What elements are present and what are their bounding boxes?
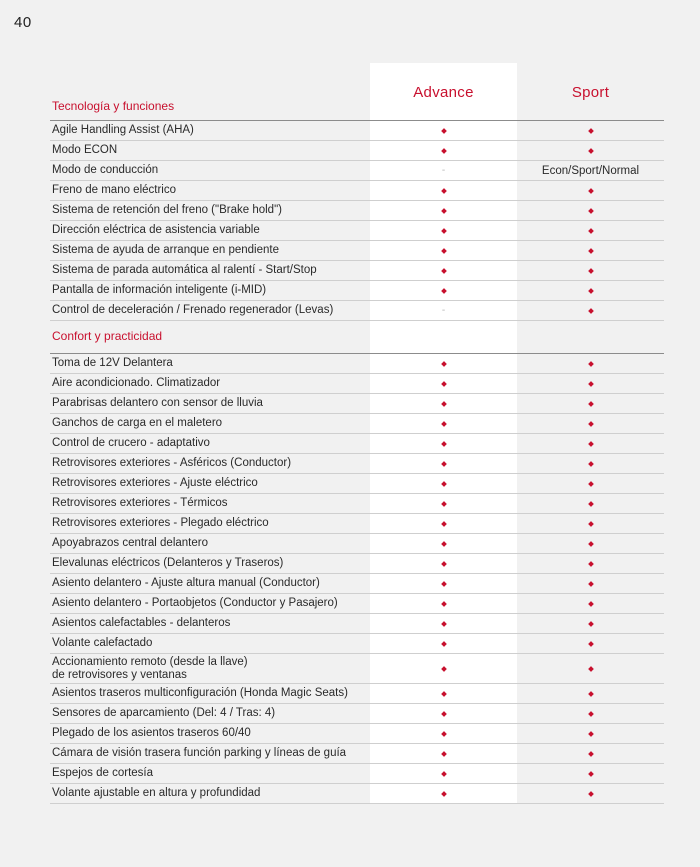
- diamond-bullet-icon: [588, 461, 594, 467]
- table-row: [50, 554, 664, 574]
- feature-label-line: Retrovisores exteriores - Ajuste eléctrico: [52, 477, 258, 489]
- diamond-bullet-icon: [588, 581, 594, 587]
- sport-available-cell: [517, 784, 664, 803]
- diamond-bullet-icon: [588, 288, 594, 294]
- advance-available-cell: [370, 534, 517, 553]
- sport-available-cell: [517, 534, 664, 553]
- diamond-bullet-icon: [441, 561, 447, 567]
- feature-label: [50, 164, 372, 177]
- feature-label: [50, 727, 372, 740]
- table-row: [50, 684, 664, 704]
- diamond-bullet-icon: [588, 381, 594, 387]
- diamond-bullet-icon: [441, 248, 447, 254]
- table-row: [50, 724, 664, 744]
- dash-mark: -: [441, 305, 446, 316]
- sport-available-cell: [517, 764, 664, 783]
- feature-label: [50, 397, 372, 410]
- feature-label-line: Modo ECON: [52, 144, 118, 156]
- diamond-bullet-icon: [441, 401, 447, 407]
- diamond-bullet-icon: [441, 361, 447, 367]
- feature-label-line: Sistema de retención del freno ("Brake hold"): [52, 204, 282, 216]
- feature-label-line: Volante ajustable en altura y profundidad: [52, 787, 261, 799]
- diamond-bullet-icon: [588, 128, 594, 134]
- feature-label-line: Retrovisores exteriores - Térmicos: [52, 497, 228, 509]
- table-row: [50, 704, 664, 724]
- feature-label: [50, 457, 372, 470]
- feature-label-line: Sistema de ayuda de arranque en pendiente: [52, 244, 279, 256]
- feature-label-line: de retrovisores y ventanas: [52, 668, 187, 681]
- advance-available-cell: [370, 634, 517, 653]
- sport-available-cell: [517, 724, 664, 743]
- feature-label-line: Accionamiento remoto (desde la llave): [52, 655, 248, 668]
- diamond-bullet-icon: [588, 401, 594, 407]
- advance-available-cell: [370, 374, 517, 393]
- table-row: [50, 161, 664, 181]
- table-row: [50, 434, 664, 454]
- feature-label-line: Plegado de los asientos traseros 60/40: [52, 727, 251, 739]
- advance-available-cell: [370, 554, 517, 573]
- feature-label-line: Sensores de aparcamiento (Del: 4 / Tras: 4): [52, 707, 276, 719]
- feature-label-line: Modo de conducción: [52, 164, 159, 176]
- diamond-bullet-icon: [588, 541, 594, 547]
- table-row: [50, 534, 664, 554]
- sport-available-cell: [517, 684, 664, 703]
- sport-available-cell: [517, 744, 664, 763]
- table-row: [50, 474, 664, 494]
- diamond-bullet-icon: [441, 208, 447, 214]
- diamond-bullet-icon: [588, 248, 594, 254]
- sport-available-cell: [517, 574, 664, 593]
- diamond-bullet-icon: [441, 581, 447, 587]
- feature-label-line: Asiento delantero - Ajuste altura manual (Conductor): [52, 577, 320, 589]
- table-row: [50, 354, 664, 374]
- table-row: [50, 221, 664, 241]
- feature-label-line: Asientos traseros multiconfiguración (Honda Magic Seats): [52, 687, 348, 699]
- table-row: [50, 394, 664, 414]
- feature-label: [50, 224, 372, 237]
- table-row: [50, 301, 664, 321]
- feature-label: [50, 204, 372, 217]
- diamond-bullet-icon: [588, 731, 594, 737]
- feature-label-line: Retrovisores exteriores - Asféricos (Conductor): [52, 457, 292, 469]
- sport-available-cell: [517, 181, 664, 200]
- diamond-bullet-icon: [441, 188, 447, 194]
- feature-label: [50, 537, 372, 550]
- feature-label: [50, 304, 372, 317]
- feature-label-line: Control de deceleración / Frenado regenerador (Levas): [52, 304, 334, 316]
- advance-available-cell: [370, 414, 517, 433]
- feature-label-line: Toma de 12V Delantera: [52, 357, 173, 369]
- advance-available-cell: [370, 434, 517, 453]
- diamond-bullet-icon: [441, 711, 447, 717]
- diamond-bullet-icon: [588, 791, 594, 797]
- advance-available-cell: [370, 454, 517, 473]
- advance-available-cell: [370, 201, 517, 220]
- sport-available-cell: [517, 394, 664, 413]
- advance-available-cell: [370, 181, 517, 200]
- diamond-bullet-icon: [441, 601, 447, 607]
- diamond-bullet-icon: [588, 481, 594, 487]
- feature-label: [50, 617, 372, 630]
- advance-available-cell: [370, 281, 517, 300]
- diamond-bullet-icon: [441, 381, 447, 387]
- table-row: [50, 744, 664, 764]
- table-row: [50, 494, 664, 514]
- advance-available-cell: [370, 574, 517, 593]
- feature-label: [50, 497, 372, 510]
- diamond-bullet-icon: [441, 481, 447, 487]
- advance-available-cell: [370, 704, 517, 723]
- feature-label-line: Pantalla de información inteligente (i-MID): [52, 284, 267, 296]
- diamond-bullet-icon: [441, 621, 447, 627]
- sport-available-cell: [517, 281, 664, 300]
- feature-label-line: Espejos de cortesía: [52, 767, 154, 779]
- sport-available-cell: [517, 201, 664, 220]
- table-row: [50, 764, 664, 784]
- diamond-bullet-icon: [588, 188, 594, 194]
- feature-label: [50, 597, 372, 610]
- table-row: [50, 141, 664, 161]
- diamond-bullet-icon: [588, 501, 594, 507]
- feature-label: [50, 687, 372, 700]
- sport-value-cell: [517, 161, 664, 180]
- diamond-bullet-icon: [588, 601, 594, 607]
- page-number: 40: [14, 14, 32, 31]
- section-title: Confort y practicidad: [52, 329, 163, 343]
- advance-available-cell: [370, 141, 517, 160]
- column-header-advance: Advance: [413, 84, 474, 101]
- sport-available-cell: [517, 354, 664, 373]
- feature-label: [50, 357, 372, 370]
- feature-label-line: Control de crucero - adaptativo: [52, 437, 210, 449]
- table-row: [50, 654, 664, 684]
- table-row: [50, 121, 664, 141]
- feature-label-line: Apoyabrazos central delantero: [52, 537, 208, 549]
- sport-available-cell: [517, 221, 664, 240]
- feature-label: [50, 377, 372, 390]
- sport-available-cell: [517, 614, 664, 633]
- sport-available-cell: [517, 301, 664, 320]
- advance-available-cell: [370, 764, 517, 783]
- advance-available-cell: [370, 394, 517, 413]
- table-row: [50, 201, 664, 221]
- table-row: [50, 261, 664, 281]
- diamond-bullet-icon: [588, 268, 594, 274]
- advance-available-cell: [370, 474, 517, 493]
- advance-available-cell: [370, 654, 517, 683]
- feature-label: [50, 656, 372, 682]
- advance-available-cell: [370, 121, 517, 140]
- diamond-bullet-icon: [441, 268, 447, 274]
- feature-label-line: Dirección eléctrica de asistencia variable: [52, 224, 260, 236]
- diamond-bullet-icon: [588, 621, 594, 627]
- feature-label: [50, 184, 372, 197]
- sport-available-cell: [517, 454, 664, 473]
- diamond-bullet-icon: [441, 228, 447, 234]
- feature-label: [50, 517, 372, 530]
- section-title: Tecnología y funciones: [52, 99, 175, 113]
- sport-available-cell: [517, 704, 664, 723]
- feature-label: [50, 637, 372, 650]
- diamond-bullet-icon: [588, 641, 594, 647]
- advance-available-cell: [370, 744, 517, 763]
- diamond-bullet-icon: [588, 666, 594, 672]
- feature-label-line: Ganchos de carga en el maletero: [52, 417, 223, 429]
- diamond-bullet-icon: [588, 441, 594, 447]
- dash-mark: -: [441, 165, 446, 176]
- sport-available-cell: [517, 654, 664, 683]
- diamond-bullet-icon: [441, 441, 447, 447]
- table-row: [50, 454, 664, 474]
- table-row: [50, 634, 664, 654]
- table-row: [50, 514, 664, 534]
- sport-available-cell: [517, 374, 664, 393]
- diamond-bullet-icon: [441, 421, 447, 427]
- advance-available-cell: [370, 261, 517, 280]
- feature-label: [50, 577, 372, 590]
- diamond-bullet-icon: [588, 521, 594, 527]
- diamond-bullet-icon: [588, 421, 594, 427]
- diamond-bullet-icon: [588, 751, 594, 757]
- diamond-bullet-icon: [588, 361, 594, 367]
- advance-not-available-cell: [370, 161, 517, 180]
- feature-label-line: Elevalunas eléctricos (Delanteros y Traseros): [52, 557, 284, 569]
- sport-available-cell: [517, 141, 664, 160]
- advance-available-cell: [370, 241, 517, 260]
- sport-available-cell: [517, 554, 664, 573]
- diamond-bullet-icon: [588, 308, 594, 314]
- diamond-bullet-icon: [441, 148, 447, 154]
- advance-available-cell: [370, 221, 517, 240]
- sport-available-cell: [517, 261, 664, 280]
- advance-available-cell: [370, 594, 517, 613]
- diamond-bullet-icon: [441, 641, 447, 647]
- feature-label: [50, 284, 372, 297]
- diamond-bullet-icon: [441, 288, 447, 294]
- advance-available-cell: [370, 514, 517, 533]
- sport-available-cell: [517, 594, 664, 613]
- table-row: [50, 594, 664, 614]
- table-row: [50, 614, 664, 634]
- sport-available-cell: [517, 494, 664, 513]
- advance-not-available-cell: [370, 301, 517, 320]
- feature-label: [50, 244, 372, 257]
- sport-available-cell: [517, 241, 664, 260]
- column-header-sport: Sport: [571, 84, 610, 101]
- feature-label-line: Aire acondicionado. Climatizador: [52, 377, 221, 389]
- sport-available-cell: [517, 434, 664, 453]
- table-row: [50, 374, 664, 394]
- diamond-bullet-icon: [441, 666, 447, 672]
- feature-label-line: Asientos calefactables - delanteros: [52, 617, 231, 629]
- advance-available-cell: [370, 684, 517, 703]
- feature-label: [50, 144, 372, 157]
- advance-available-cell: [370, 784, 517, 803]
- diamond-bullet-icon: [441, 731, 447, 737]
- table-row: [50, 181, 664, 201]
- sport-available-cell: [517, 514, 664, 533]
- diamond-bullet-icon: [588, 561, 594, 567]
- feature-label-line: Retrovisores exteriores - Plegado eléctrico: [52, 517, 269, 529]
- feature-label: [50, 264, 372, 277]
- sport-available-cell: [517, 414, 664, 433]
- advance-available-cell: [370, 494, 517, 513]
- feature-label-line: Volante calefactado: [52, 637, 153, 649]
- sport-available-cell: [517, 634, 664, 653]
- diamond-bullet-icon: [588, 148, 594, 154]
- diamond-bullet-icon: [441, 751, 447, 757]
- diamond-bullet-icon: [441, 791, 447, 797]
- feature-label: [50, 477, 372, 490]
- feature-label: [50, 437, 372, 450]
- feature-label: [50, 557, 372, 570]
- diamond-bullet-icon: [588, 711, 594, 717]
- cell-value: Econ/Sport/Normal: [541, 164, 640, 177]
- feature-label: [50, 787, 372, 800]
- table-row: [50, 414, 664, 434]
- table-row: [50, 784, 664, 804]
- feature-label-line: Agile Handling Assist (AHA): [52, 124, 194, 136]
- diamond-bullet-icon: [441, 691, 447, 697]
- table-row: [50, 574, 664, 594]
- diamond-bullet-icon: [441, 771, 447, 777]
- advance-available-cell: [370, 354, 517, 373]
- table-row: [50, 241, 664, 261]
- diamond-bullet-icon: [441, 461, 447, 467]
- feature-label: [50, 747, 372, 760]
- feature-label-line: Freno de mano eléctrico: [52, 184, 177, 196]
- feature-label-line: Parabrisas delantero con sensor de lluvia: [52, 397, 263, 409]
- feature-label: [50, 417, 372, 430]
- diamond-bullet-icon: [441, 128, 447, 134]
- feature-label: [50, 707, 372, 720]
- diamond-bullet-icon: [588, 771, 594, 777]
- advance-available-cell: [370, 614, 517, 633]
- diamond-bullet-icon: [441, 501, 447, 507]
- diamond-bullet-icon: [588, 228, 594, 234]
- diamond-bullet-icon: [588, 691, 594, 697]
- table-row: [50, 281, 664, 301]
- feature-label-line: Cámara de visión trasera función parking y líneas de guía: [52, 747, 347, 759]
- feature-label-line: Sistema de parada automática al ralentí - Start/Stop: [52, 264, 317, 276]
- sport-available-cell: [517, 474, 664, 493]
- feature-label: [50, 767, 372, 780]
- feature-label-line: Asiento delantero - Portaobjetos (Conductor y Pasajero): [52, 597, 338, 609]
- diamond-bullet-icon: [588, 208, 594, 214]
- feature-label: [50, 124, 372, 137]
- advance-available-cell: [370, 724, 517, 743]
- diamond-bullet-icon: [441, 521, 447, 527]
- sport-available-cell: [517, 121, 664, 140]
- diamond-bullet-icon: [441, 541, 447, 547]
